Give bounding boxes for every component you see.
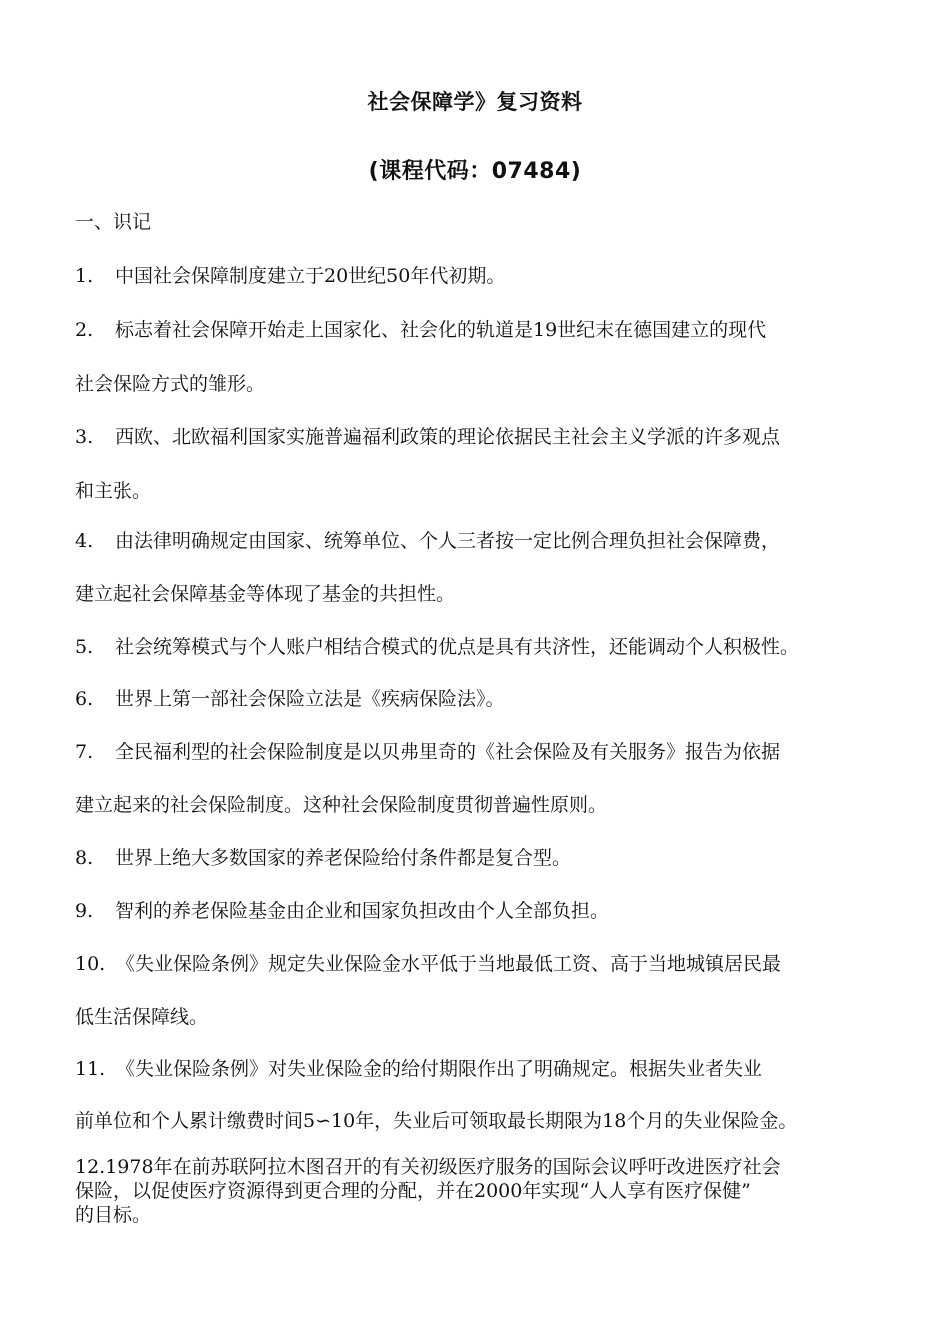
item-number: 6. [75,688,94,710]
item-number: 3. [75,426,94,448]
item-number: 10. [75,953,106,975]
item-number: 7. [75,741,94,763]
item-text: 世界上绝大多数国家的养老保险给付条件都是复合型。 [115,847,572,869]
item-text: 西欧、北欧福利国家实施普遍福利政策的理论依据民主社会主义学派的许多观点 [115,426,781,448]
item-continuation: 保险，以促使医疗资源得到更合理的分配，并在2000年实现“人人享有医疗保健” [75,1180,751,1202]
item-number: 5. [75,636,94,658]
item-text: 由法律明确规定由国家、统筹单位、个人三者按一定比例合理负担社会保障费， [115,530,781,552]
item-text: 标志着社会保障开始走上国家化、社会化的轨道是19世纪末在德国建立的现代 [115,319,767,341]
list-item [75,529,780,553]
item-number: 9. [75,900,94,922]
list-item [75,846,571,870]
item-number: 2. [75,319,94,341]
item-continuation: 低生活保障线。 [75,1006,209,1028]
item-text: 世界上第一部社会保险立法是《疾病保险法》。 [115,688,505,710]
item-text: 全民福利型的社会保险制度是以贝弗里奇的《社会保险及有关服务》报告为依据 [115,741,781,763]
item-number: 1. [75,265,94,287]
section-heading: 一、识记 [75,211,152,233]
item-continuation: 和主张。 [75,480,152,502]
item-text: 《失业保险条例》规定失业保险金水平低于当地最低工资、高于当地城镇居民最 [116,953,782,975]
item-text: 《失业保险条例》对失业保险金的给付期限作出了明确规定。根据失业者失业 [116,1058,763,1080]
course-code: (课程代码：07484) [368,159,582,184]
item-continuation: 前单位和个人累计缴费时间5∽10年，失业后可领取最长期限为18个月的失业保险金。 [75,1110,798,1132]
list-item [75,425,780,449]
list-item [75,687,505,711]
list-item [75,1156,781,1179]
item-number: 12. [75,1156,106,1178]
item-text: 社会统筹模式与个人账户相结合模式的优点是具有共济性，还能调动个人积极性。 [115,636,800,658]
list-item [75,1057,762,1081]
list-item [75,635,799,659]
list-item [75,318,766,342]
list-item [75,952,781,976]
item-text: 智利的养老保险基金由企业和国家负担改由个人全部负担。 [115,900,610,922]
item-continuation: 的目标。 [75,1204,152,1226]
item-continuation: 社会保险方式的雏形。 [75,373,266,395]
item-number: 4. [75,530,94,552]
list-item [75,264,505,288]
list-item [75,899,609,923]
document-title: 社会保障学》复习资料 [367,90,583,114]
item-text: 中国社会保障制度建立于20世纪50年代初期。 [115,265,506,287]
item-text: 1978年在前苏联阿拉木图召开的有关初级医疗服务的国际会议呼吁改进医疗社会 [105,1156,781,1178]
item-number: 11. [75,1058,106,1080]
item-continuation: 建立起来的社会保险制度。这种社会保险制度贯彻普遍性原则。 [75,794,608,816]
list-item [75,740,780,764]
item-continuation: 建立起社会保障基金等体现了基金的共担性。 [75,583,456,605]
item-number: 8. [75,847,94,869]
